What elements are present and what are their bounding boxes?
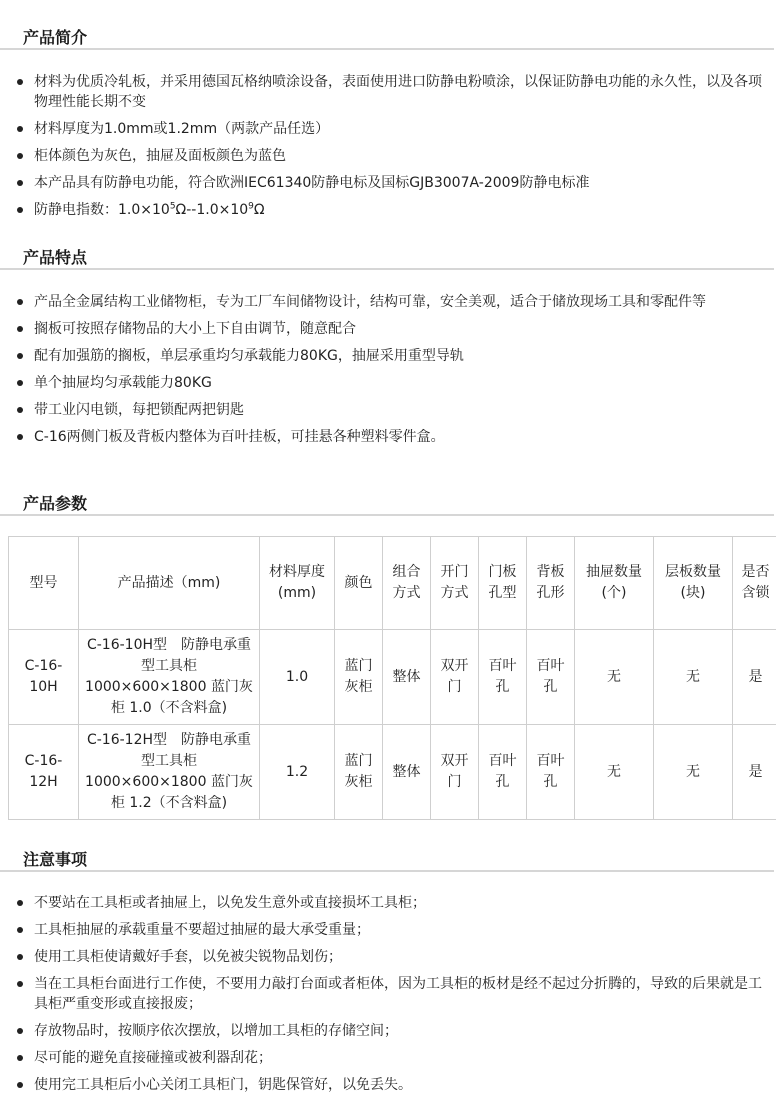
list-item: 当在工具柜台面进行工作使，不要用力敲打台面或者柜体，因为工具柜的板材是经不起过分折腾的，导致的后果就是工具柜严重变形或直接报废； [0, 974, 776, 1014]
header-drawers: 抽屉数量(个) [575, 537, 654, 630]
cell-color: 蓝门灰柜 [335, 630, 383, 725]
cell-combination: 整体 [383, 725, 431, 820]
header-model: 型号 [9, 537, 79, 630]
list-item: 尽可能的避免直接碰撞或被利器刮花； [0, 1048, 776, 1068]
header-back-hole: 背板孔形 [527, 537, 575, 630]
resistance-item [0, 200, 776, 220]
cell-thickness: 1.0 [260, 630, 335, 725]
header-door-hole: 门板孔型 [479, 537, 527, 630]
list-item: 不要站在工具柜或者抽屉上，以免发生意外或直接损坏工具柜； [0, 893, 776, 913]
cell-door-hole: 百叶孔 [479, 630, 527, 725]
features-list [0, 292, 776, 454]
cell-door-type: 双开门 [431, 630, 479, 725]
resistance-from-exp: 5 [169, 201, 176, 212]
cell-model: C-16-12H [9, 725, 79, 820]
header-thickness: 材料厚度(mm) [260, 537, 335, 630]
cell-thickness: 1.2 [260, 725, 335, 820]
cell-description: C-16-10H型 防静电承重型工具柜 1000×600×1800 蓝门灰柜 1.0（不含料盒) [79, 630, 260, 725]
cell-drawers: 无 [575, 630, 654, 725]
table-header-row [9, 537, 776, 630]
resistance-from-base: 1.0×10 [118, 202, 170, 218]
cell-lock: 是 [733, 630, 776, 725]
features-title: 产品特点 [23, 248, 88, 267]
table-row [9, 725, 776, 820]
cell-combination: 整体 [383, 630, 431, 725]
header-lock: 是否含锁 [733, 537, 776, 630]
list-item: 产品全金属结构工业储物柜，专为工厂车间储物设计，结构可靠，安全美观，适合于储放现场工具和零配件等 [0, 292, 776, 312]
header-description: 产品描述（mm) [79, 537, 260, 630]
list-item: 材料为优质冷轧板，并采用德国瓦格纳喷涂设备，表面使用进口防静电粉喷涂，以保证防静电功能的永久性，以及各项物理性能长期不变 [0, 72, 776, 112]
params-section-title [0, 494, 774, 516]
list-item: 本产品具有防静电功能，符合欧洲IEC61340防静电标及国标GJB3007A-2009防静电标准 [0, 173, 776, 193]
list-item: 搁板可按照存储物品的大小上下自由调节，随意配合 [0, 319, 776, 339]
resistance-sep: -- [186, 202, 197, 218]
params-title: 产品参数 [23, 494, 88, 513]
cell-door-hole: 百叶孔 [479, 725, 527, 820]
cell-door-type: 双开门 [431, 725, 479, 820]
list-item: 材料厚度为1.0mm或1.2mm（两款产品任选） [0, 119, 776, 139]
list-item: 使用完工具柜后小心关闭工具柜门，钥匙保管好，以免丢失。 [0, 1075, 776, 1095]
notes-title: 注意事项 [23, 850, 88, 869]
resistance-from-unit: Ω [175, 202, 187, 218]
cell-drawers: 无 [575, 725, 654, 820]
cell-model: C-16-10H [9, 630, 79, 725]
notes-section-title [0, 850, 774, 872]
header-door-type: 开门方式 [431, 537, 479, 630]
list-item: 存放物品时，按顺序依次摆放，以增加工具柜的存储空间； [0, 1021, 776, 1041]
table-row [9, 630, 776, 725]
header-shelves: 层板数量(块) [654, 537, 733, 630]
header-combination: 组合方式 [383, 537, 431, 630]
intro-section-title [0, 28, 774, 50]
list-item: 单个抽屉均匀承载能力80KG [0, 373, 776, 393]
resistance-to-exp: 9 [248, 201, 254, 212]
header-color: 颜色 [335, 537, 383, 630]
cell-back-hole: 百叶孔 [527, 630, 575, 725]
resistance-to-unit: Ω [253, 202, 265, 218]
params-table [8, 536, 776, 820]
list-item: 带工业闪电锁，每把锁配两把钥匙 [0, 400, 776, 420]
cell-shelves: 无 [654, 630, 733, 725]
list-item: 配有加强筋的搁板，单层承重均匀承载能力80KG，抽屉采用重型导轨 [0, 346, 776, 366]
list-item: C-16两侧门板及背板内整体为百叶挂板，可挂悬各种塑料零件盒。 [0, 427, 776, 447]
cell-shelves: 无 [654, 725, 733, 820]
intro-title: 产品简介 [23, 28, 88, 47]
list-item: 工具柜抽屉的承载重量不要超过抽屉的最大承受重量； [0, 920, 776, 940]
cell-back-hole: 百叶孔 [527, 725, 575, 820]
features-section-title [0, 248, 774, 270]
list-item: 使用工具柜使请戴好手套，以免被尖锐物品划伤； [0, 947, 776, 967]
cell-color: 蓝门灰柜 [335, 725, 383, 820]
cell-description: C-16-12H型 防静电承重型工具柜 1000×600×1800 蓝门灰柜 1.2（不含料盒) [79, 725, 260, 820]
intro-list [0, 72, 776, 227]
notes-list [0, 893, 776, 1102]
resistance-label: 防静电指数： [34, 202, 118, 218]
resistance-to-base: 1.0×10 [196, 202, 249, 218]
cell-lock: 是 [733, 725, 776, 820]
list-item: 柜体颜色为灰色，抽屉及面板颜色为蓝色 [0, 146, 776, 166]
